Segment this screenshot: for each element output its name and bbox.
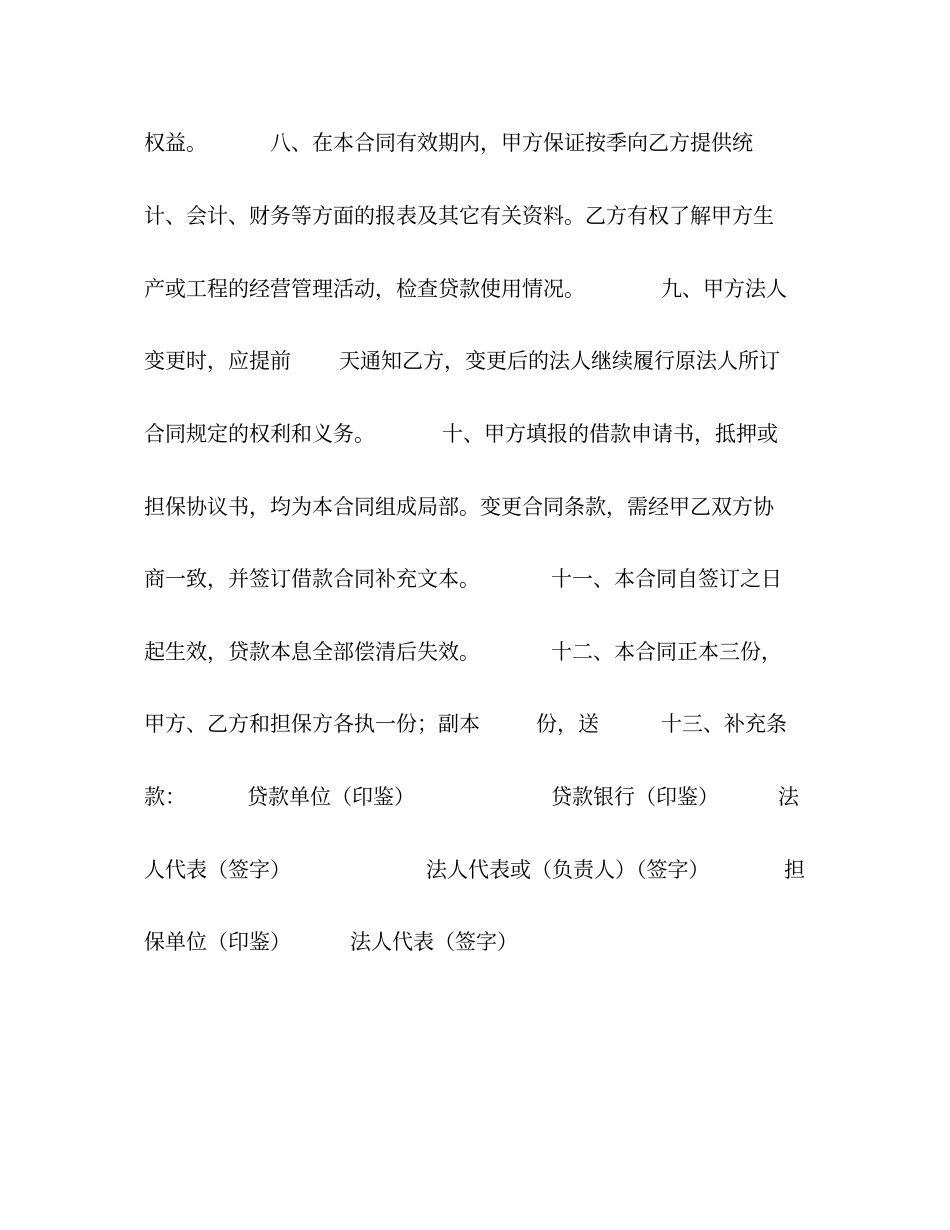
text-segment: 权益。: [144, 131, 207, 155]
text-segment: 计、会计、财务等方面的报表及其它有关资料。乙方有权了解甲方生: [144, 204, 774, 228]
text-segment: 份，送: [536, 712, 599, 736]
text-segment: 贷款单位（印鉴）: [247, 785, 415, 809]
text-line-4: [144, 346, 780, 376]
text-line-11: [144, 855, 805, 885]
text-segment: 款：: [144, 785, 186, 809]
text-segment: 担: [784, 858, 805, 882]
text-segment: 天通知乙方，变更后的法人继续履行原法人所订: [339, 349, 780, 373]
text-segment: 商一致，并签订借款合同补充文本。: [144, 567, 480, 591]
text-segment: 九、甲方法人: [661, 277, 787, 301]
text-segment: 保单位（印鉴）: [144, 930, 291, 954]
text-line-12: [144, 927, 518, 957]
text-segment: 起生效，贷款本息全部偿清后失效。: [144, 640, 480, 664]
text-segment: 变更时，应提前: [144, 349, 291, 373]
text-segment: 合同规定的权利和义务。: [144, 422, 375, 446]
text-segment: 产或工程的经营管理活动，检查贷款使用情况。: [144, 277, 585, 301]
text-segment: 甲方、乙方和担保方各执一份；副本: [144, 712, 480, 736]
text-segment: 贷款银行（印鉴）: [551, 785, 719, 809]
text-line-7: [144, 564, 782, 594]
text-segment: 法: [778, 785, 799, 809]
text-segment: 八、在本合同有效期内，甲方保证按季向乙方提供统: [270, 131, 753, 155]
text-line-6: [144, 492, 774, 522]
text-line-1: [144, 128, 753, 158]
text-segment: 担保协议书，均为本合同组成局部。变更合同条款，需经甲乙双方协: [144, 495, 774, 519]
text-segment: 法人代表（签字）: [350, 930, 518, 954]
text-segment: 十二、本合同正本三份，: [551, 640, 782, 664]
text-segment: 十三、补充条: [661, 712, 787, 736]
text-line-8: [144, 637, 782, 667]
text-segment: 十一、本合同自签订之日: [551, 567, 782, 591]
text-segment: 人代表（签字）: [144, 858, 291, 882]
text-line-2: [144, 201, 774, 231]
text-segment: 十、甲方填报的借款申请书，抵押或: [442, 422, 778, 446]
text-segment: 法人代表或（负责人）（签字）: [426, 858, 710, 882]
text-line-5: [144, 419, 778, 449]
text-line-9: [144, 709, 787, 739]
text-line-10: [144, 782, 799, 812]
text-line-3: [144, 274, 787, 304]
